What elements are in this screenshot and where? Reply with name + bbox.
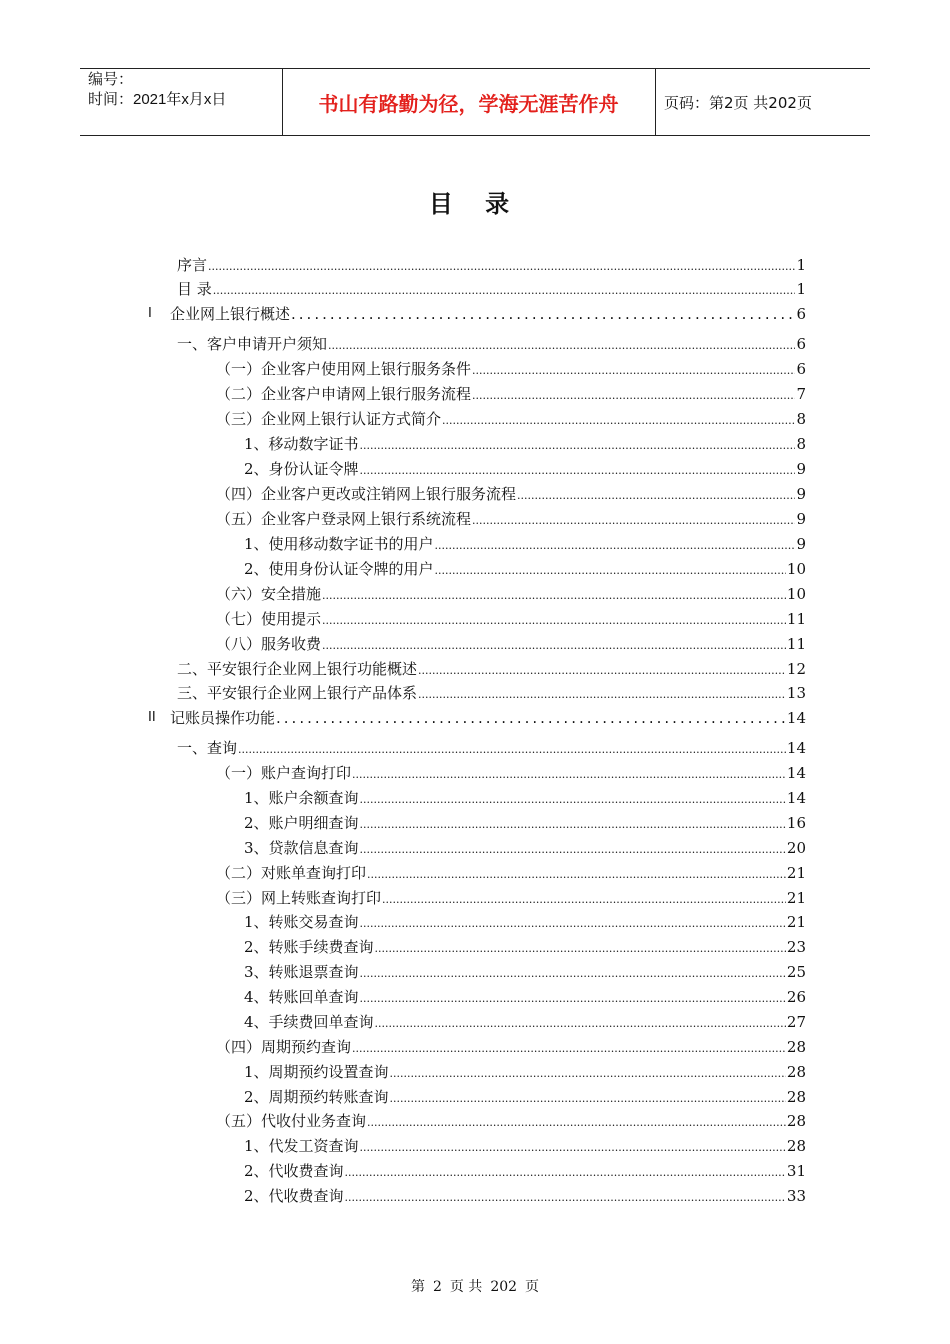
toc-entry-title: （一）企业客户使用网上银行服务条件: [216, 360, 472, 378]
toc-entry-page: 10: [786, 560, 806, 578]
toc-dot-leader: [360, 992, 786, 1005]
toc-entry-title: 2、转账手续费查询: [244, 938, 374, 956]
toc-entry[interactable]: [216, 762, 806, 784]
toc-entry[interactable]: [170, 707, 806, 729]
toc-entry-page: 13: [786, 684, 806, 702]
toc-dot-leader: [345, 1191, 786, 1204]
toc-entry-title: 一、客户申请开户须知: [177, 335, 328, 353]
toc-entry-title: 企业网上银行概述: [170, 305, 291, 323]
toc-entry[interactable]: [216, 1036, 806, 1058]
toc-entry-page: 28: [786, 1063, 806, 1081]
toc-entry[interactable]: [216, 633, 806, 655]
toc-entry[interactable]: [216, 508, 806, 530]
toc-entry[interactable]: [177, 278, 806, 300]
toc-entry-title: 二、平安银行企业网上银行功能概述: [177, 660, 418, 678]
toc-entry-title: 2、代收费查询: [244, 1187, 344, 1205]
toc-entry-page: 21: [786, 889, 806, 907]
toc-entry-title: 目 录: [177, 280, 212, 298]
toc-entry-title: 1、代发工资查询: [244, 1137, 359, 1155]
doc-date-label: 时间：2021年x月x日: [88, 91, 227, 108]
toc-dot-leader: [352, 768, 786, 781]
doc-code-label: 编号：: [88, 71, 134, 88]
toc-entry[interactable]: [244, 1011, 806, 1033]
toc-entry[interactable]: [244, 986, 806, 1008]
toc-entry-page: 28: [786, 1137, 806, 1155]
toc-entry-title: 序言: [177, 256, 208, 274]
toc-entry-title: 2、周期预约转账查询: [244, 1088, 389, 1106]
toc-entry-page: 25: [786, 963, 806, 981]
toc-entry-page: 26: [786, 988, 806, 1006]
toc-entry-page: 28: [786, 1088, 806, 1106]
toc-dot-leader: [390, 1067, 786, 1080]
toc-entry[interactable]: [244, 1135, 806, 1157]
toc-dot-leader: [382, 893, 786, 906]
toc-dot-leader: [328, 339, 795, 352]
toc-entry-title: 3、贷款信息查询: [244, 839, 359, 857]
toc-dot-leader: [322, 589, 786, 602]
toc-entry-page: 9: [796, 535, 806, 553]
toc-entry[interactable]: [216, 608, 806, 630]
toc-dot-leader: [472, 389, 795, 402]
page-title: 目 录: [428, 190, 522, 218]
toc-dot-leader: [472, 364, 795, 377]
toc-entry-title: 一、查询: [177, 739, 238, 757]
toc-entry[interactable]: [170, 303, 806, 325]
toc-entry-page: 8: [796, 410, 806, 428]
toc-entry[interactable]: [177, 333, 806, 355]
toc-entry[interactable]: [216, 583, 806, 605]
toc-entry[interactable]: [216, 358, 806, 380]
toc-dot-leader: [375, 942, 786, 955]
toc-dot-leader: [442, 414, 795, 427]
footer-mid: 页 共: [449, 1279, 483, 1295]
toc-entry-title: 1、转账交易查询: [244, 913, 359, 931]
toc-entry-page: 28: [786, 1112, 806, 1130]
toc-entry[interactable]: [244, 1061, 806, 1083]
footer-total-pages: 202: [490, 1279, 518, 1295]
toc-entry[interactable]: [177, 254, 806, 276]
toc-entry-title: （八）服务收费: [216, 635, 322, 653]
toc-dot-leader: [472, 514, 795, 527]
toc-entry[interactable]: [216, 408, 806, 430]
toc-entry-title: （五）企业客户登录网上银行系统流程: [216, 510, 472, 528]
toc-entry-page: 1: [796, 280, 806, 298]
toc-entry[interactable]: [216, 383, 806, 405]
toc-entry-page: 21: [786, 864, 806, 882]
toc-entry-title: 2、账户明细查询: [244, 814, 359, 832]
toc-entry-page: 6: [796, 305, 806, 323]
toc-entry[interactable]: [244, 533, 806, 555]
toc-dot-leader: [360, 793, 786, 806]
toc-entry-page: 7: [796, 385, 806, 403]
toc-entry-page: 9: [796, 485, 806, 503]
toc-entry-page: 23: [786, 938, 806, 956]
header-info: [88, 70, 226, 110]
header-page-label: 页码：第2页 共202页: [664, 94, 812, 112]
toc-entry[interactable]: [216, 887, 806, 909]
toc-entry-page: 33: [786, 1187, 806, 1205]
header-divider-right: [655, 68, 656, 136]
toc-dot-leader: [360, 818, 786, 831]
toc-entry-page: 12: [786, 660, 806, 678]
toc-dot-leader: [352, 1042, 786, 1055]
toc-dot-leader: [375, 1017, 786, 1030]
toc-entry-title: （六）安全措施: [216, 585, 322, 603]
toc-entry-title: （三）网上转账查询打印: [216, 889, 382, 907]
toc-entry-page: 8: [796, 435, 806, 453]
toc-entry[interactable]: [244, 837, 806, 859]
toc-dot-leader: [360, 917, 786, 930]
toc-entry[interactable]: [216, 1110, 806, 1132]
toc-entry-title: 1、周期预约设置查询: [244, 1063, 389, 1081]
footer-prefix: 第: [410, 1279, 425, 1295]
toc-entry-page: 20: [786, 839, 806, 857]
toc-entry-title: 1、移动数字证书: [244, 435, 359, 453]
toc-dot-leader: [418, 664, 786, 677]
toc-entry[interactable]: [216, 862, 806, 884]
toc-dot-leader: [238, 743, 786, 756]
toc-entry-page: 21: [786, 913, 806, 931]
toc-entry-page: 1: [796, 256, 806, 274]
toc-entry-title: 记账员操作功能: [170, 709, 276, 727]
toc-dot-leader: [322, 639, 786, 652]
toc-entry-title: 3、转账退票查询: [244, 963, 359, 981]
toc-entry-title: 4、手续费回单查询: [244, 1013, 374, 1031]
toc-entry-page: 27: [786, 1013, 806, 1031]
toc-entry[interactable]: [177, 682, 806, 704]
toc-entry-page: 6: [796, 335, 806, 353]
toc-dot-leader: [360, 967, 786, 980]
toc-entry-page: 9: [796, 510, 806, 528]
toc-entry-title: 三、平安银行企业网上银行产品体系: [177, 684, 418, 702]
toc-entry-title: 2、使用身份认证令牌的用户: [244, 560, 434, 578]
toc-dot-leader: [208, 260, 795, 273]
page-footer: [0, 1276, 950, 1296]
toc-entry[interactable]: [244, 433, 806, 455]
toc-dot-leader: [291, 305, 795, 323]
toc-entry[interactable]: [244, 1086, 806, 1108]
toc-entry-title: 1、账户余额查询: [244, 789, 359, 807]
toc-entry-page: 14: [786, 709, 806, 727]
toc-entry[interactable]: [216, 483, 806, 505]
toc-entry-page: 31: [786, 1162, 806, 1180]
toc-part-numeral: II: [148, 710, 156, 725]
toc-entry-page: 10: [786, 585, 806, 603]
toc-dot-leader: [322, 614, 786, 627]
toc-entry-page: 11: [786, 610, 806, 628]
toc-entry-title: 2、身份认证令牌: [244, 460, 359, 478]
toc-entry-page: 9: [796, 460, 806, 478]
toc-dot-leader: [435, 564, 786, 577]
toc-dot-leader: [360, 843, 786, 856]
toc-entry[interactable]: [177, 658, 806, 680]
toc-entry[interactable]: [244, 787, 806, 809]
toc-entry[interactable]: [244, 961, 806, 983]
toc-entry-page: 6: [796, 360, 806, 378]
footer-suffix: 页: [525, 1279, 540, 1295]
toc-dot-leader: [213, 284, 796, 297]
toc-entry-title: （四）企业客户更改或注销网上银行服务流程: [216, 485, 517, 503]
toc-dot-leader: [367, 1116, 786, 1129]
toc-entry-title: （七）使用提示: [216, 610, 322, 628]
toc-entry[interactable]: [244, 558, 806, 580]
toc-dot-leader: [435, 539, 796, 552]
footer-page-number: 2: [432, 1279, 442, 1295]
toc-dot-leader: [390, 1092, 786, 1105]
toc-entry[interactable]: [244, 458, 806, 480]
toc-entry-title: 2、代收费查询: [244, 1162, 344, 1180]
toc-entry-title: （二）企业客户申请网上银行服务流程: [216, 385, 472, 403]
toc-dot-leader: [517, 489, 795, 502]
toc-entry-title: （三）企业网上银行认证方式简介: [216, 410, 442, 428]
toc-entry[interactable]: [244, 1185, 806, 1207]
toc-entry-title: （五）代收付业务查询: [216, 1112, 367, 1130]
toc-entry-page: 14: [786, 764, 806, 782]
toc-dot-leader: [367, 868, 786, 881]
toc-entry-title: （四）周期预约查询: [216, 1038, 352, 1056]
toc-entry[interactable]: [244, 1160, 806, 1182]
toc-part-numeral: I: [148, 306, 152, 321]
toc-entry-page: 16: [786, 814, 806, 832]
toc-dot-leader: [360, 464, 796, 477]
header-motto: 书山有路勤为径，学海无涯苦作舟: [318, 91, 619, 116]
toc-entry[interactable]: [244, 936, 806, 958]
toc-dot-leader: [345, 1166, 786, 1179]
toc-entry-page: 14: [786, 789, 806, 807]
toc-entry-title: 1、使用移动数字证书的用户: [244, 535, 434, 553]
toc-entry-page: 14: [786, 739, 806, 757]
toc-dot-leader: [276, 709, 786, 727]
toc-entry[interactable]: [244, 812, 806, 834]
toc-entry-title: （一）账户查询打印: [216, 764, 352, 782]
toc-entry[interactable]: [177, 737, 806, 759]
toc-dot-leader: [360, 1141, 786, 1154]
toc-entry-page: 28: [786, 1038, 806, 1056]
toc-entry-title: 4、转账回单查询: [244, 988, 359, 1006]
toc-entry[interactable]: [244, 911, 806, 933]
toc-entry-page: 11: [786, 635, 806, 653]
toc-dot-leader: [418, 688, 786, 701]
toc-entry-title: （二）对账单查询打印: [216, 864, 367, 882]
toc-dot-leader: [360, 439, 796, 452]
